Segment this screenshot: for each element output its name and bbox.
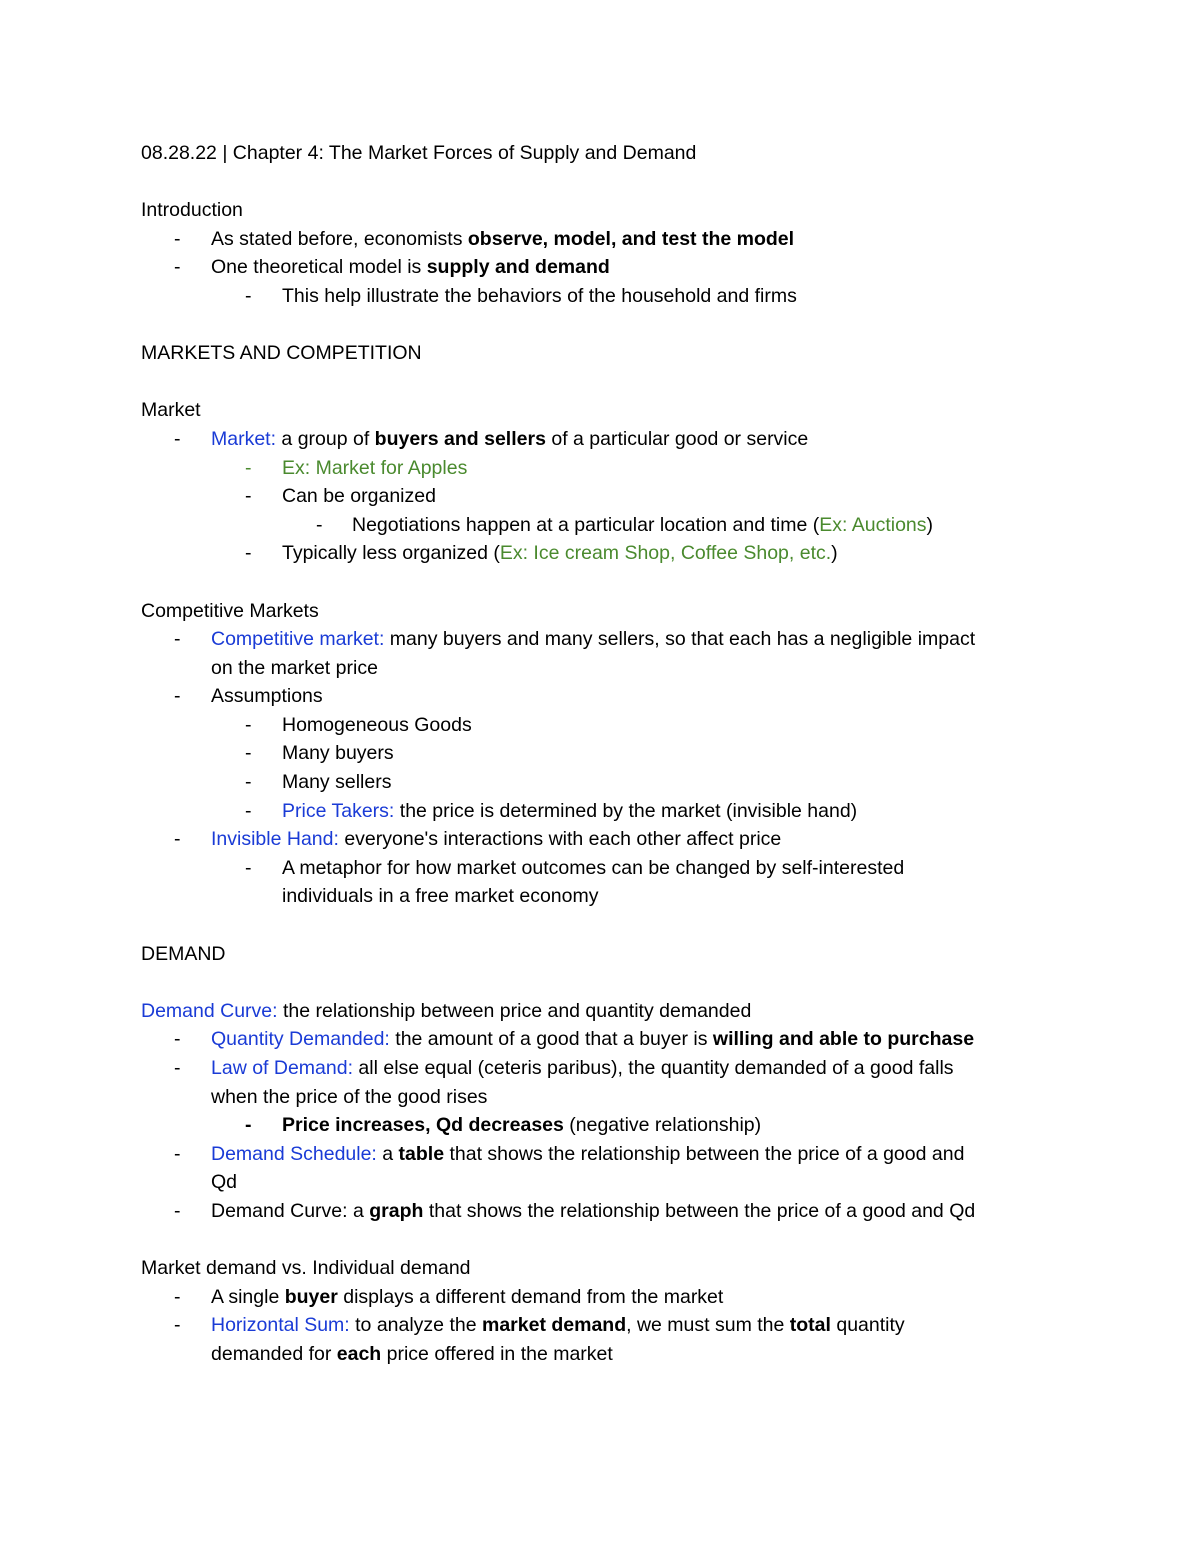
bullet: - — [174, 1057, 181, 1079]
bullet: - — [245, 542, 252, 565]
document-title: 08.28.22 | Chapter 4: The Market Forces of Supply and Demand — [141, 142, 697, 164]
list-item: - Price increases, Qd decreases (negative relationship) — [141, 1111, 1081, 1140]
section-heading-demand: DEMAND — [141, 942, 226, 965]
list-item: - Invisible Hand: everyone's interactions with each other affect price — [141, 825, 1081, 854]
list-item: - Typically less organized (Ex: Ice cream Shop, Coffee Shop, etc.) — [141, 539, 1081, 568]
spacer — [141, 1226, 1081, 1255]
list-item: - Horizontal Sum: to analyze the market demand, we must sum the total quantity — [141, 1311, 1081, 1340]
list-item-continued: demanded for each price offered in the market — [211, 1342, 613, 1365]
bullet: - — [245, 742, 252, 765]
bullet: - — [245, 456, 252, 479]
term: Invisible Hand: — [211, 828, 339, 851]
bullet: - — [245, 713, 252, 736]
list-item: - Can be organized — [141, 482, 1081, 511]
bullet: - — [174, 1285, 181, 1308]
bullet: - — [245, 1114, 252, 1137]
bullet: - — [174, 1142, 181, 1165]
bullet: - — [174, 227, 181, 250]
term: Demand Schedule: — [211, 1142, 377, 1165]
list-item-continued: on the market price — [211, 656, 378, 679]
term: Law of Demand: — [211, 1057, 353, 1079]
bullet: - — [174, 628, 181, 651]
bullet: - — [245, 485, 252, 508]
list-item: - Price Takers: the price is determined by the market (invisible hand) — [141, 797, 1081, 826]
spacer — [141, 311, 1081, 340]
document-page — [141, 139, 1081, 1369]
bullet: - — [245, 799, 252, 822]
list-item: - This help illustrate the behaviors of the household and firms — [141, 282, 1081, 311]
bullet: - — [174, 828, 181, 851]
term: Horizontal Sum: — [211, 1314, 350, 1337]
bullet: - — [245, 856, 252, 879]
list-item: - A metaphor for how market outcomes can be changed by self-interested — [141, 854, 1081, 883]
bullet: - — [245, 771, 252, 794]
list-item: - Assumptions — [141, 682, 1081, 711]
spacer — [141, 911, 1081, 940]
term: Demand Curve: — [141, 999, 278, 1022]
list-item: - Negotiations happen at a particular location and time (Ex: Auctions) — [141, 511, 1081, 540]
demand-curve-definition: Demand Curve: the relationship between price and quantity demanded — [141, 999, 752, 1022]
section-heading-markets: MARKETS AND COMPETITION — [141, 342, 422, 365]
list-item-continued: when the price of the good rises — [211, 1085, 488, 1108]
competitive-heading: Competitive Markets — [141, 599, 319, 622]
list-item-example: - Ex: Market for Apples — [141, 454, 1081, 483]
list-item: - As stated before, economists observe, model, and test the model — [141, 225, 1081, 254]
market-vs-individual-heading: Market demand vs. Individual demand — [141, 1257, 471, 1280]
term: Quantity Demanded: — [211, 1028, 390, 1051]
term: Market: — [211, 427, 277, 450]
list-item: - A single buyer displays a different demand from the market — [141, 1283, 1081, 1312]
list-item: - Demand Schedule: a table that shows the relationship between the price of a good and — [141, 1140, 1081, 1169]
list-item: - Law of Demand: all else equal (ceteris paribus), the quantity demanded of a good falls — [141, 1054, 1081, 1083]
bullet: - — [174, 256, 181, 279]
list-item-continued: Qd — [211, 1171, 238, 1194]
spacer — [141, 368, 1081, 397]
bullet: - — [174, 1199, 181, 1222]
list-item: - Competitive market: many buyers and many sellers, so that each has a negligible impact — [141, 625, 1081, 654]
bullet: - — [245, 284, 252, 307]
market-heading: Market — [141, 399, 201, 422]
term: Price Takers: — [282, 799, 395, 822]
list-item: - Many sellers — [141, 768, 1081, 797]
spacer — [141, 168, 1081, 197]
bullet: - — [174, 1028, 181, 1051]
bullet: - — [174, 685, 181, 708]
spacer — [141, 968, 1081, 997]
list-item: - One theoretical model is supply and demand — [141, 253, 1081, 282]
spacer — [141, 568, 1081, 597]
list-item: - Demand Curve: a graph that shows the relationship between the price of a good and Qd — [141, 1197, 1081, 1226]
list-item-continued: individuals in a free market economy — [282, 885, 599, 908]
intro-heading: Introduction — [141, 199, 243, 222]
list-item: - Many buyers — [141, 739, 1081, 768]
bullet: - — [316, 513, 323, 536]
list-item: - Quantity Demanded: the amount of a good that a buyer is willing and able to purchase — [141, 1025, 1081, 1054]
bullet: - — [174, 427, 181, 450]
list-item: - Homogeneous Goods — [141, 711, 1081, 740]
term: Competitive market: — [211, 628, 385, 651]
bullet: - — [174, 1314, 181, 1337]
list-item: - Market: a group of buyers and sellers of a particular good or service — [141, 425, 1081, 454]
